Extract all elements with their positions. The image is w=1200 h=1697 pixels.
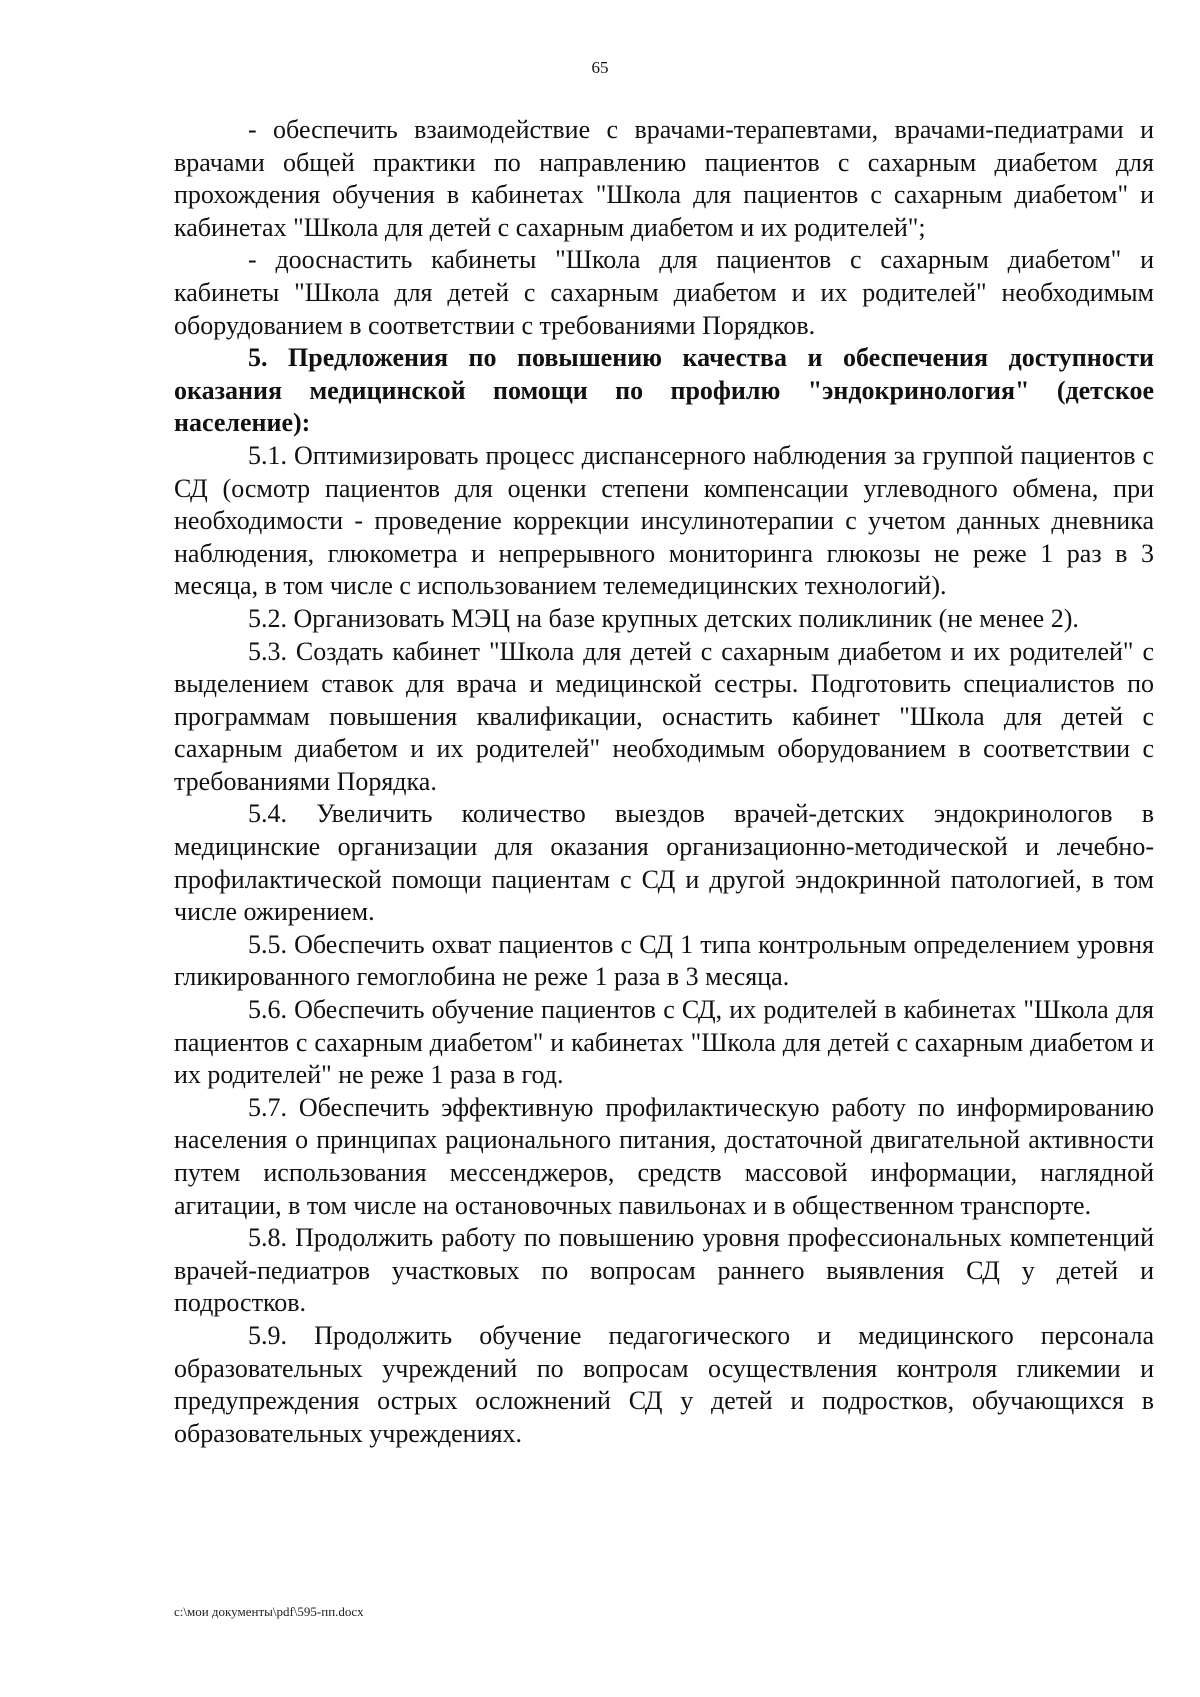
page-number: 65	[591, 58, 609, 77]
paragraph-5-3: 5.3. Создать кабинет "Школа для детей с сахарным диабетом и их родителей" с выделением ставок для врача и медицинской сестры. Подготовить специалистов по программам повышения квалификации, оснастить кабинет "Школа для детей с сахарным диабетом и их родителей" необходимым оборудованием в соответствии с требованиями Порядка.	[174, 636, 1154, 796]
paragraph-5-7: 5.7. Обеспечить эффективную профилактическую работу по информированию населения о принципах рационального питания, достаточной двигательной активности путем использования мессенджеров, средств массовой информации, наглядной агитации, в том числе на остановочных павильонах и в общественном транспорте.	[174, 1092, 1154, 1220]
footer-file-path: c:\мои документы\pdf\595-пп.docx	[174, 1604, 364, 1619]
paragraph-5-8: 5.8. Продолжить работу по повышению уровня профессиональных компетенций врачей-педиатров участковых по вопросам раннего выявления СД у детей и подростков.	[174, 1223, 1154, 1318]
paragraph-5-1: 5.1. Оптимизировать процесс диспансерного наблюдения за группой пациентов с СД (осмотр пациентов для оценки степени компенсации углеводного обмена, при необходимости - проведение коррекции инсулинотерапии с учетом данных дневника наблюдения, глюкометра и непрерывного мониторинга глюкозы не реже 1 раз в 3 месяца, в том числе с использованием телемедицинских технологий).	[174, 440, 1154, 601]
paragraph-equipment: - дооснастить кабинеты "Школа для пациентов с сахарным диабетом" и кабинеты "Школа для детей с сахарным диабетом и их родителей" необходимым оборудованием в соответствии с требованиями Порядков.	[174, 245, 1154, 340]
paragraph-5-4: 5.4. Увеличить количество выездов врачей-детских эндокринологов в медицинские организации для оказания организационно-методической и лечебно-профилактической помощи пациентам с СД и другой эндокринной патологией, в том числе ожирением.	[174, 799, 1154, 927]
paragraph-5-6: 5.6. Обеспечить обучение пациентов с СД, их родителей в кабинетах "Школа для пациентов с сахарным диабетом" и кабинетах "Школа для детей с сахарным диабетом и их родителей" не реже 1 раза в год.	[174, 995, 1154, 1090]
paragraph-interaction: - обеспечить взаимодействие с врачами-терапевтами, врачами-педиатрами и врачами общей практики по направлению пациентов с сахарным диабетом для прохождения обучения в кабинетах "Школа для пациентов с сахарным диабетом" и кабинетах "Школа для детей с сахарным диабетом и их родителей";	[174, 115, 1154, 242]
paragraph-5-9: 5.9. Продолжить обучение педагогического и медицинского персонала образовательных учреждений по вопросам осуществления контроля гликемии и предупреждения острых осложнений СД у детей и подростков, обучающихся в образовательных учреждениях.	[174, 1320, 1154, 1448]
paragraph-5-5: 5.5. Обеспечить охват пациентов с СД 1 типа контрольным определением уровня гликированного гемоглобина не реже 1 раза в 3 месяца.	[174, 929, 1154, 992]
section-heading-5: 5. Предложения по повышению качества и обеспечения доступности оказания медицинской помощи по профилю "эндокринология" (детское население):	[174, 343, 1154, 438]
document-body	[174, 114, 1154, 1450]
paragraph-5-2: 5.2. Организовать МЭЦ на базе крупных детских поликлиник (не менее 2).	[248, 603, 1079, 633]
